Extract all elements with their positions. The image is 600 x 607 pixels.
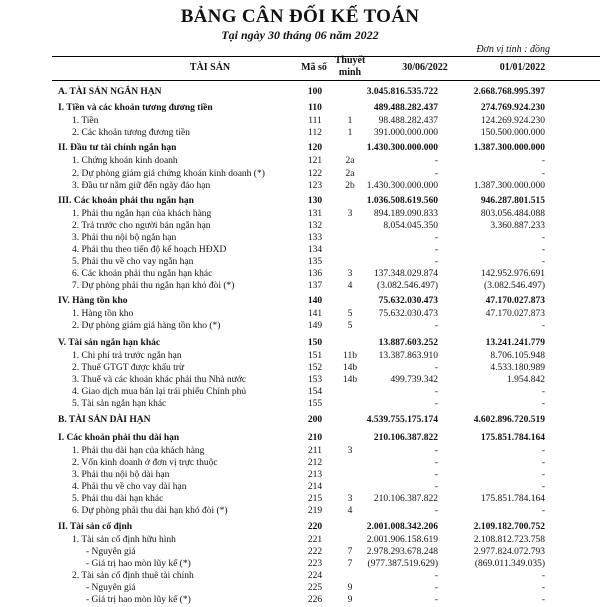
table-row bbox=[0, 521, 600, 534]
row-note: 3 bbox=[347, 269, 353, 279]
row-code: 131 bbox=[307, 209, 323, 219]
row-code: 149 bbox=[307, 321, 323, 331]
row-value-01-01-2022: - bbox=[541, 595, 545, 605]
row-label: 4. Phải thu về cho vay dài hạn bbox=[72, 482, 187, 492]
row-note: 2a bbox=[345, 169, 355, 179]
row-value-30-06-2022: 75.632.030.473 bbox=[378, 296, 438, 306]
row-value-30-06-2022: - bbox=[434, 321, 438, 331]
column-header-date2: 01/01/2022 bbox=[499, 62, 546, 73]
row-code: 121 bbox=[307, 156, 323, 166]
row-value-01-01-2022: - bbox=[541, 583, 545, 593]
row-value-01-01-2022: 803.056.484.088 bbox=[480, 209, 545, 219]
row-code: 214 bbox=[307, 482, 323, 492]
row-value-30-06-2022: 13.387.863.910 bbox=[378, 351, 438, 361]
row-value-30-06-2022: - bbox=[434, 571, 438, 581]
row-value-30-06-2022: (977.387.519.629) bbox=[367, 559, 438, 569]
row-label: 2. Tài sản cố định thuê tài chính bbox=[72, 571, 194, 581]
row-value-30-06-2022: (3.082.546.497) bbox=[377, 281, 438, 291]
table-row bbox=[0, 102, 600, 115]
row-value-01-01-2022: 47.170.027.873 bbox=[485, 296, 545, 306]
currency-unit: Đơn vị tính : đồng bbox=[476, 44, 550, 55]
row-value-01-01-2022: 1.387.300.000.000 bbox=[473, 181, 545, 191]
row-value-01-01-2022: 3.360.887.233 bbox=[490, 221, 545, 231]
table-row bbox=[0, 127, 600, 140]
row-value-01-01-2022: - bbox=[541, 470, 545, 480]
row-label: B. TÀI SẢN DÀI HẠN bbox=[58, 415, 151, 425]
row-value-01-01-2022: 2.109.182.700.752 bbox=[473, 522, 545, 532]
row-code: 221 bbox=[307, 535, 323, 545]
row-value-30-06-2022: 894.189.090.833 bbox=[373, 209, 438, 219]
row-code: 136 bbox=[307, 269, 323, 279]
column-header-code: Mã số bbox=[301, 62, 327, 73]
row-value-01-01-2022: - bbox=[541, 446, 545, 456]
row-code: 219 bbox=[307, 506, 323, 516]
row-value-30-06-2022: - bbox=[434, 257, 438, 267]
row-label: 6. Dự phòng phải thu dài hạn khó đòi (*) bbox=[72, 506, 228, 516]
row-value-30-06-2022: - bbox=[434, 482, 438, 492]
row-label: 1. Chứng khoán kinh doanh bbox=[72, 156, 178, 166]
row-code: 215 bbox=[307, 494, 323, 504]
row-value-01-01-2022: (869.011.349.035) bbox=[474, 559, 545, 569]
row-note: 3 bbox=[347, 494, 353, 504]
row-note: 7 bbox=[347, 547, 353, 557]
row-value-01-01-2022: - bbox=[541, 482, 545, 492]
row-label: - Nguyên giá bbox=[86, 547, 136, 557]
row-value-01-01-2022: 2.977.824.072.793 bbox=[473, 547, 545, 557]
table-row bbox=[0, 155, 600, 168]
row-value-30-06-2022: - bbox=[434, 399, 438, 409]
row-label: 2. Trả trước cho người bán ngắn hạn bbox=[72, 221, 211, 231]
table-row bbox=[0, 142, 600, 155]
row-code: 155 bbox=[307, 399, 323, 409]
row-label: II. Đầu tư tài chính ngắn hạn bbox=[58, 143, 177, 153]
row-label: 5. Phải thu dài hạn khác bbox=[72, 494, 164, 504]
table-row bbox=[0, 180, 600, 193]
row-value-01-01-2022: 47.170.027.873 bbox=[485, 309, 545, 319]
row-value-30-06-2022: - bbox=[434, 506, 438, 516]
row-value-30-06-2022: 210.106.387.822 bbox=[373, 494, 438, 504]
row-code: 112 bbox=[308, 128, 322, 138]
row-code: 120 bbox=[307, 143, 323, 153]
row-label: V. Tài sản ngắn hạn khác bbox=[58, 338, 161, 348]
row-code: 132 bbox=[307, 221, 323, 231]
row-note: 7 bbox=[347, 559, 353, 569]
row-label: 1. Phải thu dài hạn của khách hàng bbox=[72, 446, 205, 456]
row-value-30-06-2022: 8.054.045.350 bbox=[383, 221, 438, 231]
row-value-01-01-2022: 142.952.976.691 bbox=[480, 269, 545, 279]
row-value-01-01-2022: - bbox=[541, 458, 545, 468]
row-code: 211 bbox=[308, 446, 322, 456]
row-value-30-06-2022: 75.632.030.473 bbox=[378, 309, 438, 319]
row-value-30-06-2022: - bbox=[434, 583, 438, 593]
row-note: 1 bbox=[347, 116, 353, 126]
report-title: BẢNG CÂN ĐỐI KẾ TOÁN bbox=[180, 6, 420, 27]
table-row bbox=[0, 505, 600, 518]
table-row bbox=[0, 414, 600, 427]
row-value-01-01-2022: 1.387.300.000.000 bbox=[473, 143, 545, 153]
row-label: 2. Thuế GTGT được khấu trừ bbox=[72, 363, 185, 373]
row-label: 3. Đầu tư nắm giữ đến ngày đáo hạn bbox=[72, 181, 211, 191]
row-label: - Giá trị hao mòn lũy kế (*) bbox=[86, 559, 191, 569]
row-value-01-01-2022: - bbox=[541, 321, 545, 331]
report-subtitle: Tại ngày 30 tháng 06 năm 2022 bbox=[221, 28, 379, 42]
row-value-01-01-2022: - bbox=[541, 156, 545, 166]
row-code: 226 bbox=[307, 595, 323, 605]
row-code: 100 bbox=[307, 87, 323, 97]
row-value-30-06-2022: - bbox=[434, 470, 438, 480]
row-value-30-06-2022: 499.739.342 bbox=[390, 375, 438, 385]
row-value-30-06-2022: 1.430.300.000.000 bbox=[366, 181, 438, 191]
row-note: 2b bbox=[345, 181, 355, 191]
row-code: 141 bbox=[307, 309, 323, 319]
row-label: 1. Tiền bbox=[72, 116, 99, 126]
row-value-30-06-2022: - bbox=[434, 233, 438, 243]
table-row bbox=[0, 86, 600, 99]
row-value-01-01-2022: 175.851.784.164 bbox=[480, 433, 545, 443]
row-value-01-01-2022: - bbox=[541, 506, 545, 516]
row-code: 135 bbox=[307, 257, 323, 267]
row-label: 1. Chi phí trả trước ngắn hạn bbox=[72, 351, 182, 361]
row-code: 137 bbox=[307, 281, 323, 291]
row-value-30-06-2022: - bbox=[434, 245, 438, 255]
table-row bbox=[0, 280, 600, 293]
row-note: 2a bbox=[345, 156, 355, 166]
row-value-30-06-2022: 489.488.282.437 bbox=[373, 103, 438, 113]
row-value-01-01-2022: - bbox=[541, 245, 545, 255]
row-label: 3. Phải thu nội bộ ngắn hạn bbox=[72, 233, 177, 243]
row-note: 3 bbox=[347, 446, 353, 456]
row-note: 4 bbox=[347, 506, 353, 516]
row-value-01-01-2022: 2.108.812.723.758 bbox=[473, 535, 545, 545]
table-row bbox=[0, 295, 600, 308]
row-code: 140 bbox=[307, 296, 323, 306]
row-code: 220 bbox=[307, 522, 323, 532]
row-label: 3. Phải thu nội bộ dài hạn bbox=[72, 470, 170, 480]
row-value-30-06-2022: - bbox=[434, 156, 438, 166]
row-value-30-06-2022: - bbox=[434, 387, 438, 397]
row-note: 14b bbox=[342, 375, 358, 385]
row-value-01-01-2022: (3.082.546.497) bbox=[484, 281, 545, 291]
row-code: 122 bbox=[307, 169, 323, 179]
column-header-asset: TÀI SẢN bbox=[189, 62, 231, 73]
row-code: 225 bbox=[307, 583, 323, 593]
row-code: 111 bbox=[308, 116, 322, 126]
row-code: 224 bbox=[307, 571, 323, 581]
row-code: 200 bbox=[307, 415, 323, 425]
table-row bbox=[0, 398, 600, 411]
table-row bbox=[0, 195, 600, 208]
column-header-note: Thuyết minh bbox=[334, 55, 366, 78]
row-value-01-01-2022: - bbox=[541, 399, 545, 409]
row-value-01-01-2022: 150.500.000.000 bbox=[480, 128, 545, 138]
row-code: 152 bbox=[307, 363, 323, 373]
row-label: IV. Hàng tồn kho bbox=[58, 296, 128, 306]
row-label: 4. Phải thu theo tiến độ kế hoạch HĐXD bbox=[72, 245, 227, 255]
row-label: 1. Hàng tồn kho bbox=[72, 309, 134, 319]
row-code: 151 bbox=[307, 351, 323, 361]
row-value-01-01-2022: - bbox=[541, 387, 545, 397]
row-value-30-06-2022: 13.887.603.252 bbox=[378, 338, 438, 348]
row-value-30-06-2022: 2.001.008.342.206 bbox=[366, 522, 438, 532]
row-value-30-06-2022: 391.000.000.000 bbox=[373, 128, 438, 138]
row-note: 9 bbox=[347, 595, 353, 605]
row-value-30-06-2022: 1.036.508.619.560 bbox=[366, 196, 438, 206]
table-row bbox=[0, 320, 600, 333]
row-value-30-06-2022: 1.430.300.000.000 bbox=[366, 143, 438, 153]
row-code: 222 bbox=[307, 547, 323, 557]
header-top-rule bbox=[52, 56, 600, 57]
row-label: A. TÀI SẢN NGẮN HẠN bbox=[58, 87, 162, 97]
row-label: 3. Thuế và các khoản khác phải thu Nhà nước bbox=[72, 375, 247, 385]
row-value-01-01-2022: - bbox=[541, 257, 545, 267]
row-value-30-06-2022: 2.001.906.158.619 bbox=[366, 535, 438, 545]
column-header-date1: 30/06/2022 bbox=[402, 62, 448, 73]
row-code: 133 bbox=[307, 233, 323, 243]
table-row bbox=[0, 594, 600, 607]
row-value-01-01-2022: 274.769.924.230 bbox=[480, 103, 545, 113]
row-label: 5. Tài sản ngắn hạn khác bbox=[72, 399, 167, 409]
row-value-01-01-2022: 124.269.924.230 bbox=[480, 116, 545, 126]
row-label: 4. Giao dịch mua bán lại trái phiếu Chính phủ bbox=[72, 387, 247, 397]
row-value-01-01-2022: 946.287.801.515 bbox=[480, 196, 545, 206]
row-note: 11b bbox=[343, 351, 357, 361]
row-label: 5. Phải thu về cho vay ngắn hạn bbox=[72, 257, 194, 267]
row-value-01-01-2022: - bbox=[541, 169, 545, 179]
row-label: 2. Dự phòng giảm giá hàng tồn kho (*) bbox=[72, 321, 221, 331]
row-code: 212 bbox=[307, 458, 323, 468]
row-value-30-06-2022: 137.348.029.874 bbox=[373, 269, 438, 279]
row-label: - Nguyên giá bbox=[86, 583, 136, 593]
row-value-01-01-2022: 8.706.105.948 bbox=[490, 351, 545, 361]
row-note: 3 bbox=[347, 209, 353, 219]
row-label: I. Các khoản phải thu dài hạn bbox=[58, 433, 180, 443]
row-label: III. Các khoản phải thu ngắn hạn bbox=[58, 196, 194, 206]
row-value-30-06-2022: 3.045.816.535.722 bbox=[366, 87, 438, 97]
row-value-30-06-2022: - bbox=[434, 169, 438, 179]
row-code: 153 bbox=[307, 375, 323, 385]
header-bottom-rule bbox=[52, 80, 600, 81]
row-value-01-01-2022: 2.668.768.995.397 bbox=[473, 87, 545, 97]
row-value-01-01-2022: 175.851.784.164 bbox=[480, 494, 545, 504]
row-label: 2. Dự phòng giảm giá chứng khoán kinh doanh (*) bbox=[72, 169, 265, 179]
row-value-01-01-2022: 1.954.842 bbox=[507, 375, 545, 385]
row-code: 154 bbox=[307, 387, 323, 397]
row-label: 2. Vốn kinh doanh ở đơn vị trực thuộc bbox=[72, 458, 218, 468]
row-value-01-01-2022: - bbox=[541, 571, 545, 581]
row-value-01-01-2022: - bbox=[541, 233, 545, 243]
row-note: 4 bbox=[347, 281, 353, 291]
row-code: 213 bbox=[307, 470, 323, 480]
row-value-01-01-2022: 4.533.180.989 bbox=[490, 363, 545, 373]
row-code: 150 bbox=[307, 338, 323, 348]
row-label: 1. Phải thu ngắn hạn của khách hàng bbox=[72, 209, 212, 219]
row-note: 14b bbox=[342, 363, 358, 373]
row-value-30-06-2022: - bbox=[434, 363, 438, 373]
row-value-30-06-2022: 2.978.293.678.248 bbox=[366, 547, 438, 557]
row-code: 223 bbox=[307, 559, 323, 569]
row-value-01-01-2022: 4.602.896.720.519 bbox=[473, 415, 545, 425]
row-code: 134 bbox=[307, 245, 323, 255]
row-value-30-06-2022: - bbox=[434, 595, 438, 605]
row-code: 123 bbox=[307, 181, 323, 191]
row-label: - Giá trị hao mòn lũy kế (*) bbox=[86, 595, 191, 605]
row-label: 1. Tài sản cố định hữu hình bbox=[72, 535, 176, 545]
table-row bbox=[0, 432, 600, 445]
table-row bbox=[0, 337, 600, 350]
row-value-30-06-2022: 210.106.387.822 bbox=[373, 433, 438, 443]
row-note: 9 bbox=[347, 583, 353, 593]
row-label: I. Tiền và các khoản tương đương tiền bbox=[58, 103, 213, 113]
row-code: 210 bbox=[307, 433, 323, 443]
row-value-30-06-2022: 98.488.282.437 bbox=[378, 116, 438, 126]
row-label: 2. Các khoản tương đương tiền bbox=[72, 128, 190, 138]
row-value-30-06-2022: 4.539.755.175.174 bbox=[366, 415, 438, 425]
row-note: 1 bbox=[347, 128, 353, 138]
row-label: 7. Dự phòng phải thu ngắn hạn khó đòi (*) bbox=[72, 281, 235, 291]
row-code: 130 bbox=[307, 196, 323, 206]
row-note: 5 bbox=[347, 309, 353, 319]
row-value-30-06-2022: - bbox=[434, 458, 438, 468]
row-note: 5 bbox=[347, 321, 353, 331]
row-label: 6. Các khoản phải thu ngắn hạn khác bbox=[72, 269, 213, 279]
row-label: II. Tài sản cố định bbox=[58, 522, 133, 532]
row-code: 110 bbox=[308, 103, 322, 113]
row-value-01-01-2022: 13.241.241.779 bbox=[485, 338, 545, 348]
row-value-30-06-2022: - bbox=[434, 446, 438, 456]
